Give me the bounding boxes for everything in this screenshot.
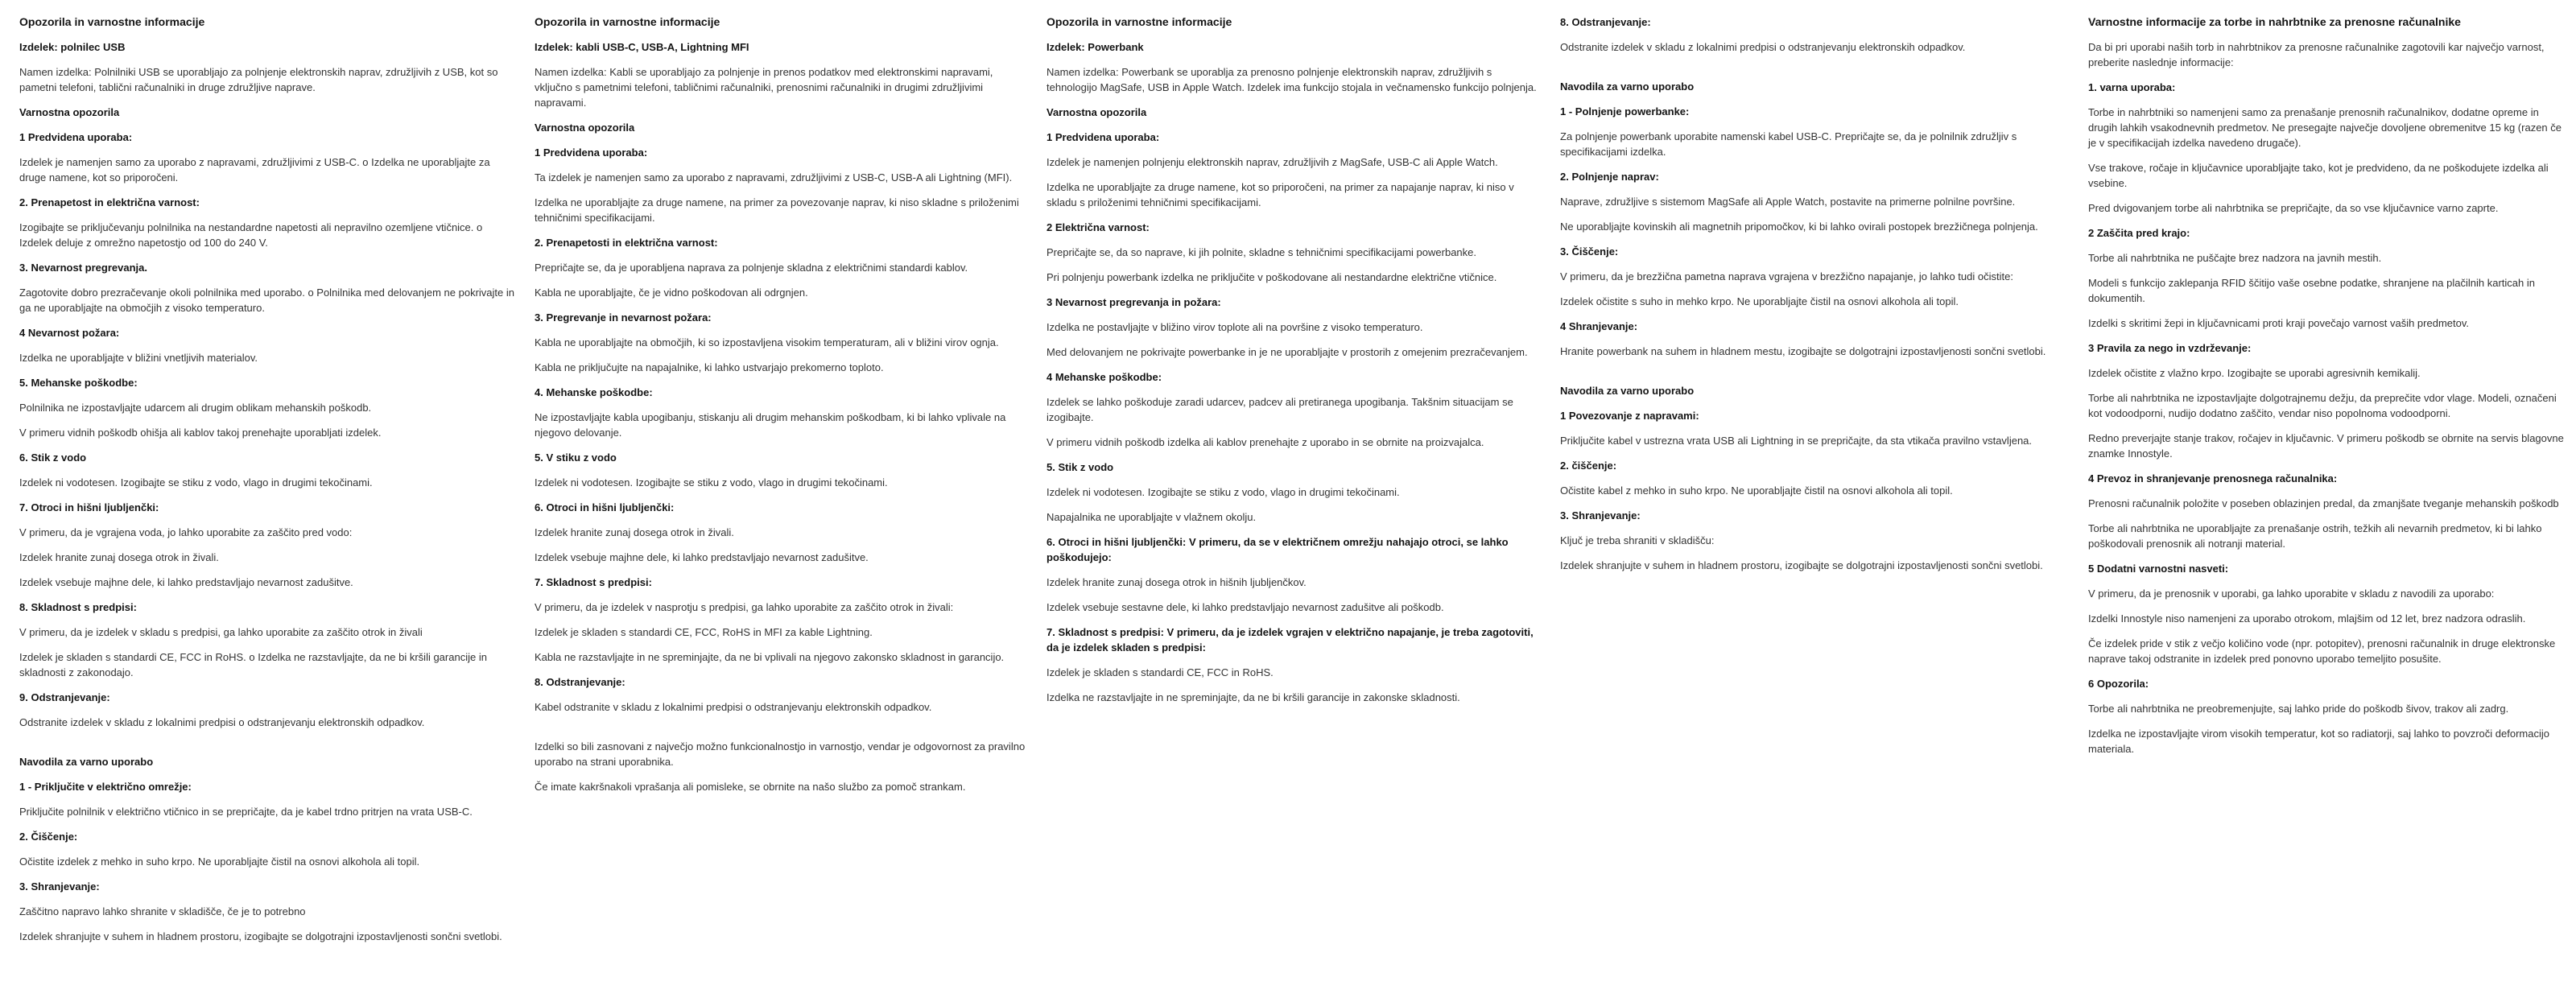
paragraph: Izdelek hranite zunaj dosega otrok in hišnih ljubljenčkov. — [1046, 576, 1307, 588]
paragraph: V primeru, da je izdelek v skladu s predpisi, ga lahko uporabite za zaščito otrok in živali — [19, 626, 423, 638]
paragraph: Izdelka ne uporabljajte za druge namene, kot so priporočeni, na primer za napajanje naprav, ki niso v skladu s priloženimi tehničnimi specifikacijami. — [1046, 181, 1514, 208]
paragraph: Torbe ali nahrbtnika ne izpostavljajte dolgotrajnemu dežju, da preprečite vdor vlage. Modeli, označeni kot vodoodporni, nudijo dodatno zaščito, vendar niso popolnoma vodoodporni. — [2088, 392, 2557, 419]
paragraph: Izdelka ne postavljajte v bližino virov toplote ali na površine z visoko temperaturo. — [1046, 321, 1423, 333]
paragraph: Torbe ali nahrbtnika ne uporabljajte za prenašanje ostrih, težkih ali nevarnih predmetov, ki bi lahko poškodovali prenosnik ali notranji material. — [2088, 522, 2542, 550]
paragraph: Modeli s funkcijo zaklepanja RFID ščitijo vaše osebne podatke, shranjene na plačilnih karticah in dokumentih. — [2088, 277, 2535, 304]
column-powerbank — [1046, 14, 1539, 715]
paragraph: Za polnjenje powerbank uporabite namenski kabel USB-C. Prepričajte se, da je polnilnik združljiv s specifikacijami izdelka. — [1560, 130, 2017, 158]
paragraph: Izdelek očistite s suho in mehko krpo. Ne uporabljajte čistil na osnovi alkohola ali topil. — [1560, 295, 1959, 307]
section-heading: 1. varna uporaba: — [2088, 81, 2176, 93]
section-heading: 8. Odstranjevanje: — [535, 676, 625, 688]
paragraph: Redno preverjajte stanje trakov, ročajev in ključavnic. V primeru poškodb se obrnite na servis blagovne znamke Innostyle. — [2088, 432, 2564, 460]
section-heading: 3. Čiščenje: — [1560, 245, 1619, 258]
section-heading: 6. Stik z vodo — [19, 451, 87, 464]
paragraph: Naprave, združljive s sistemom MagSafe ali Apple Watch, postavite na primerne polnilne površine. — [1560, 196, 2016, 208]
section-heading: 1 Predvidena uporaba: — [535, 146, 648, 159]
paragraph: Izdelki s skritimi žepi in ključavnicami proti kraji povečajo varnost vaših predmetov. — [2088, 317, 2469, 329]
section-heading: 5. V stiku z vodo — [535, 451, 617, 464]
section-heading: 7. Otroci in hišni ljubljenčki: — [19, 501, 159, 513]
paragraph: Kabla ne priključujte na napajalnike, ki lahko ustvarjajo prekomerno toploto. — [535, 361, 884, 373]
paragraph: Izdelek je skladen s standardi CE, FCC in RoHS. — [1046, 666, 1274, 678]
paragraph: Kabel odstranite v skladu z lokalnimi predpisi o odstranjevanju elektronskih odpadkov. — [535, 701, 932, 713]
section-heading: 4 Nevarnost požara: — [19, 327, 120, 339]
paragraph: Izdelek je namenjen samo za uporabo z napravami, združljivimi z USB-C. o Izdelka ne uporabljajte za druge namene, kot so priporočeni. — [19, 156, 490, 183]
paragraph: Izogibajte se priključevanju polnilnika na nestandardne napetosti ali nepravilno ozemljene vtičnice. o Izdelek deluje z omrežno napetostjo od 100 do 240 V. — [19, 221, 483, 249]
section-heading: 2. Prenapetosti in električna varnost: — [535, 237, 718, 249]
section-heading: Varnostna opozorila — [1046, 106, 1147, 118]
section-heading: 6. Otroci in hišni ljubljenčki: V primeru, da se v električnem omrežju nahajajo otroci, se lahko poškodujejo: — [1046, 536, 1509, 563]
section-heading: 4. Mehanske poškodbe: — [535, 386, 653, 398]
paragraph: Izdelek ni vodotesen. Izogibajte se stiku z vodo, vlago in drugimi tekočinami. — [1046, 486, 1400, 498]
paragraph: Ne uporabljajte kovinskih ali magnetnih pripomočkov, ki bi lahko ovirali postopek brezžičnega polnjenja. — [1560, 221, 2038, 233]
paragraph: Očistite kabel z mehko in suho krpo. Ne uporabljajte čistil na osnovi alkohola ali topil. — [1560, 484, 1953, 497]
paragraph: Izdelek vsebuje majhne dele, ki lahko predstavljajo nevarnost zadušitve. — [19, 576, 353, 588]
section-heading: 8. Skladnost s predpisi: — [19, 601, 137, 613]
paragraph: Izdelka ne razstavljajte in ne spreminjajte, da ne bi kršili garancije in zakonske skladnosti. — [1046, 691, 1460, 703]
paragraph: Izdelek hranite zunaj dosega otrok in živali. — [535, 526, 734, 538]
column-powerbank-usage — [1560, 14, 2085, 583]
paragraph: Kabla ne razstavljajte in ne spreminjajte, da ne bi vplivali na njegovo zakonsko skladnost in garancijo. — [535, 651, 1005, 663]
paragraph: Priključite kabel v ustrezna vrata USB ali Lightning in se prepričajte, da sta vtikača pravilno vstavljena. — [1560, 435, 2033, 447]
section-heading: Izdelek: polnilec USB — [19, 41, 126, 53]
paragraph: Namen izdelka: Polnilniki USB se uporabljajo za polnjenje elektronskih naprav, združljivih z USB, kot so pametni telefoni, tablični računalniki in druge združljive naprave. — [19, 66, 498, 93]
section-heading: 2. Prenapetost in električna varnost: — [19, 196, 200, 208]
section-heading: 2 Zaščita pred krajo: — [2088, 227, 2190, 239]
paragraph: V primeru, da je prenosnik v uporabi, ga lahko uporabite v skladu z navodili za uporabo: — [2088, 588, 2495, 600]
paragraph: Zagotovite dobro prezračevanje okoli polnilnika med uporabo. o Polnilnika med delovanjem ne pokrivajte in ga ne uporabljajte na območjih z visoko temperaturo. — [19, 287, 514, 314]
section-heading: Izdelek: kabli USB-C, USB-A, Lightning MFI — [535, 41, 749, 53]
section-heading: 4 Prevoz in shranjevanje prenosnega računalnika: — [2088, 472, 2338, 484]
section-heading: 3 Pravila za nego in vzdrževanje: — [2088, 342, 2252, 354]
paragraph: Izdelek shranjujte v suhem in hladnem prostoru, izogibajte se dolgotrajni izpostavljenosti sončni svetlobi. — [19, 930, 502, 942]
paragraph: Izdelki so bili zasnovani z največjo možno funkcionalnostjo in varnostjo, vendar je odgovornost za pravilno uporabo na strani uporabnika. — [535, 740, 1026, 768]
paragraph: Izdelek hranite zunaj dosega otrok in živali. — [19, 551, 219, 563]
section-heading: Navodila za varno uporabo — [1560, 385, 1695, 397]
paragraph: Prenosni računalnik položite v poseben oblazinjen predal, da zmanjšate tveganje mehanskih poškodb — [2088, 497, 2559, 509]
paragraph: Priključite polnilnik v električno vtičnico in se prepričajte, da je kabel trdno pritrjen na vrata USB-C. — [19, 806, 473, 818]
section-heading: 1 Predvidena uporaba: — [1046, 131, 1160, 143]
section-heading: Varnostna opozorila — [19, 106, 120, 118]
column-laptop-bags — [2088, 14, 2565, 766]
paragraph: Namen izdelka: Kabli se uporabljajo za polnjenje in prenos podatkov med elektronskimi napravami, vključno s pametnimi telefoni, tabličnimi računalniki, prenosnimi računalniki in drugimi združljivimi napravami. — [535, 66, 993, 109]
section-heading: 9. Odstranjevanje: — [19, 691, 110, 703]
section-heading: 5 Dodatni varnostni nasveti: — [2088, 563, 2229, 575]
paragraph: Izdelki Innostyle niso namenjeni za uporabo otrokom, mlajšim od 12 let, brez nadzora odraslih. — [2088, 612, 2526, 625]
paragraph: Prepričajte se, da je uporabljena naprava za polnjenje skladna z električnimi standardi kablov. — [535, 262, 968, 274]
paragraph: Ta izdelek je namenjen samo za uporabo z napravami, združljivimi z USB-C, USB-A ali Lightning (MFI). — [535, 171, 1013, 183]
section-heading: 1 - Polnjenje powerbanke: — [1560, 105, 1690, 118]
paragraph: Odstranite izdelek v skladu z lokalnimi predpisi o odstranjevanju elektronskih odpadkov. — [19, 716, 425, 728]
section-heading: 3. Shranjevanje: — [19, 880, 100, 893]
paragraph: Pred dvigovanjem torbe ali nahrbtnika se prepričajte, da so vse ključavnice varno zaprte. — [2088, 202, 2499, 214]
section-heading: 8. Odstranjevanje: — [1560, 16, 1651, 28]
paragraph: Če imate kakršnakoli vprašanja ali pomisleke, se obrnite na našo službo za pomoč strankam. — [535, 781, 966, 793]
paragraph: Izdelek shranjujte v suhem in hladnem prostoru, izogibajte se dolgotrajni izpostavljenosti sončni svetlobi. — [1560, 559, 2043, 571]
paragraph: Zaščitno napravo lahko shranite v skladišče, če je to potrebno — [19, 905, 306, 917]
paragraph: Vse trakove, ročaje in ključavnice uporabljajte tako, kot je predvideno, da ne poškodujete izdelka ali vsebine. — [2088, 162, 2549, 189]
column-cables — [535, 14, 1030, 804]
paragraph: Odstranite izdelek v skladu z lokalnimi predpisi o odstranjevanju elektronskih odpadkov. — [1560, 41, 1966, 53]
section-heading: 6. Otroci in hišni ljubljenčki: — [535, 501, 675, 513]
paragraph: Izdelek ni vodotesen. Izogibajte se stiku z vodo, vlago in drugimi tekočinami. — [535, 476, 888, 489]
paragraph: V primeru vidnih poškodb izdelka ali kablov prenehajte z uporabo in se obrnite na proizvajalca. — [1046, 436, 1484, 448]
section-heading: 4 Mehanske poškodbe: — [1046, 371, 1162, 383]
paragraph: V primeru vidnih poškodb ohišja ali kablov takoj prenehajte uporabljati izdelek. — [19, 427, 382, 439]
paragraph: Hranite powerbank na suhem in hladnem mestu, izogibajte se dolgotrajni izpostavljenosti sončni svetlobi. — [1560, 345, 2046, 357]
section-heading: 2. Polnjenje naprav: — [1560, 171, 1659, 183]
section-heading: Navodila za varno uporabo — [1560, 80, 1695, 93]
paragraph: Izdelek ni vodotesen. Izogibajte se stiku z vodo, vlago in drugimi tekočinami. — [19, 476, 373, 489]
section-heading: 2. čiščenje: — [1560, 460, 1617, 472]
paragraph: Kabla ne uporabljajte, če je vidno poškodovan ali odrgnjen. — [535, 287, 808, 299]
paragraph: Torbe ali nahrbtnika ne puščajte brez nadzora na javnih mestih. — [2088, 252, 2382, 264]
paragraph: Kabla ne uporabljajte na območjih, ki so izpostavljena visokim temperaturam, ali v bližini virov ognja. — [535, 336, 999, 348]
paragraph: Med delovanjem ne pokrivajte powerbanke in je ne uporabljajte v prostorih z omejenim prezračevanjem. — [1046, 346, 1528, 358]
section-heading: 6 Opozorila: — [2088, 678, 2149, 690]
paragraph: Izdelka ne izpostavljajte virom visokih temperatur, kot so radiatorji, saj lahko to povzroči deformacijo materiala. — [2088, 728, 2549, 755]
paragraph: Če izdelek pride v stik z večjo količino vode (npr. potopitev), prenosni računalnik in druge elektronske naprave takoj odstranite in izdelek pred ponovno uporabo temeljito posušite. — [2088, 637, 2556, 665]
section-heading: 3. Shranjevanje: — [1560, 509, 1641, 522]
section-heading: Izdelek: Powerbank — [1046, 41, 1144, 53]
paragraph: Izdelek vsebuje majhne dele, ki lahko predstavljajo nevarnost zadušitve. — [535, 551, 869, 563]
paragraph: Izdelek vsebuje sestavne dele, ki lahko predstavljajo nevarnost zadušitve ali poškodb. — [1046, 601, 1444, 613]
paragraph: Torbe in nahrbtniki so namenjeni samo za prenašanje prenosnih računalnikov, dodatne opreme in drugih lahkih vsakodnevnih predmetov. Ne presegajte največje dovoljene obremenitve 15 kg (razen če je v specifikacijah izdelka navedeno drugače). — [2088, 106, 2562, 149]
section-heading: 7. Skladnost s predpisi: V primeru, da je izdelek vgrajen v električno napajanje, je treba zagotoviti, da je izdelek skladen s predpisi: — [1046, 626, 1534, 653]
paragraph: Izdelek očistite z vlažno krpo. Izogibajte se uporabi agresivnih kemikalij. — [2088, 367, 2421, 379]
paragraph: Ključ je treba shraniti v skladišču: — [1560, 534, 1715, 546]
paragraph: Izdelek je namenjen polnjenju elektronskih naprav, združljivih z MagSafe, USB-C ali Apple Watch. — [1046, 156, 1498, 168]
section-heading: Varnostna opozorila — [535, 122, 635, 134]
paragraph: Izdelek je skladen s standardi CE, FCC, RoHS in MFI za kable Lightning. — [535, 626, 873, 638]
section-heading: 3. Pregrevanje in nevarnost požara: — [535, 311, 712, 324]
section-heading: 3 Nevarnost pregrevanja in požara: — [1046, 296, 1221, 308]
paragraph: Izdelka ne uporabljajte v bližini vnetljivih materialov. — [19, 352, 258, 364]
section-heading: 1 Povezovanje z napravami: — [1560, 410, 1699, 422]
paragraph: Očistite izdelek z mehko in suho krpo. Ne uporabljajte čistil na osnovi alkohola ali topil. — [19, 856, 420, 868]
column-charger-usb — [19, 14, 514, 954]
paragraph: Polnilnika ne izpostavljajte udarcem ali drugim oblikam mehanskih poškodb. — [19, 402, 372, 414]
section-heading: 2 Električna varnost: — [1046, 221, 1150, 233]
paragraph: Namen izdelka: Powerbank se uporablja za prenosno polnjenje elektronskih naprav, združljivih s tehnologijo MagSafe, USB in Apple Watch. Izdelek ima funkcijo stojala in večnamensko funkcijo polnjenja. — [1046, 66, 1537, 93]
paragraph: Izdelek se lahko poškoduje zaradi udarcev, padcev ali pretiranega upogibanja. Takšnim situacijam se izogibajte. — [1046, 396, 1513, 423]
paragraph: V primeru, da je brezžična pametna naprava vgrajena v brezžično napajanje, jo lahko tudi očistite: — [1560, 270, 2013, 282]
paragraph: V primeru, da je izdelek v nasprotju s predpisi, ga lahko uporabite za zaščito otrok in živali: — [535, 601, 954, 613]
section-heading: 3. Nevarnost pregrevanja. — [19, 262, 147, 274]
section-heading: 7. Skladnost s predpisi: — [535, 576, 652, 588]
paragraph: Torbe ali nahrbtnika ne preobremenjujte, saj lahko pride do poškodb šivov, trakov ali zadrg. — [2088, 703, 2509, 715]
doc-title: Opozorila in varnostne informacije — [1046, 15, 1232, 28]
doc-title: Opozorila in varnostne informacije — [19, 15, 205, 28]
section-heading: 2. Čiščenje: — [19, 831, 78, 843]
paragraph: Ne izpostavljajte kabla upogibanju, stiskanju ali drugim mehanskim poškodbam, ki bi lahko vplivale na njegovo delovanje. — [535, 411, 1006, 439]
doc-title: Varnostne informacije za torbe in nahrbtnike za prenosne računalnike — [2088, 15, 2461, 28]
section-heading: 5. Stik z vodo — [1046, 461, 1114, 473]
paragraph: V primeru, da je vgrajena voda, jo lahko uporabite za zaščito pred vodo: — [19, 526, 353, 538]
paragraph: Prepričajte se, da so naprave, ki jih polnite, skladne s tehničnimi specifikacijami powerbanke. — [1046, 246, 1476, 258]
section-heading: 4 Shranjevanje: — [1560, 320, 1638, 332]
section-heading: 5. Mehanske poškodbe: — [19, 377, 138, 389]
section-heading: Navodila za varno uporabo — [19, 756, 154, 768]
paragraph: Napajalnika ne uporabljajte v vlažnem okolju. — [1046, 511, 1257, 523]
paragraph: Izdelka ne uporabljajte za druge namene, na primer za povezovanje naprav, ki niso skladne s priloženimi tehničnimi specifikacijami. — [535, 196, 1019, 224]
paragraph: Da bi pri uporabi naših torb in nahrbtnikov za prenosne računalnike zagotovili kar največjo varnost, preberite naslednje informacije: — [2088, 41, 2545, 68]
paragraph: Izdelek je skladen s standardi CE, FCC in RoHS. o Izdelka ne razstavljajte, da ne bi kršili garancije in skladnosti z zakonodajo. — [19, 651, 487, 678]
doc-title: Opozorila in varnostne informacije — [535, 15, 720, 28]
section-heading: 1 Predvidena uporaba: — [19, 131, 133, 143]
paragraph: Pri polnjenju powerbank izdelka ne priključite v poškodovane ali nestandardne električne vtičnice. — [1046, 271, 1497, 283]
section-heading: 1 - Priključite v električno omrežje: — [19, 781, 192, 793]
